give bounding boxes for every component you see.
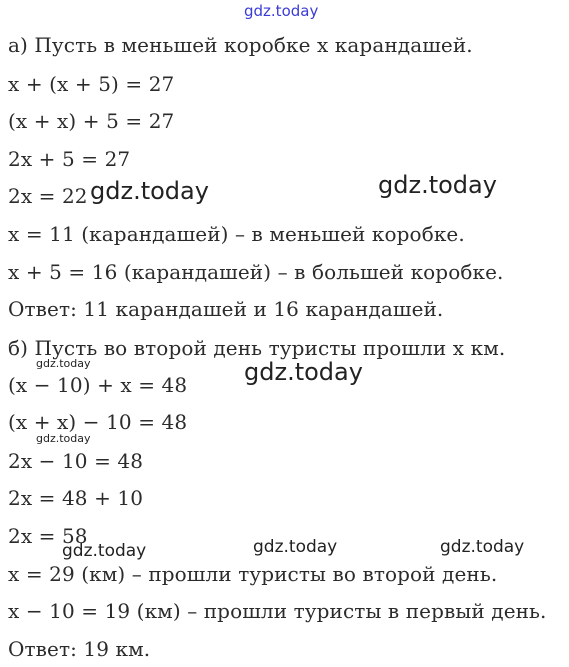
watermark: gdz.today [90,177,209,205]
watermark: gdz.today [36,432,91,445]
result-line: x + 5 = 16 (карандашей) – в большей коробке. [8,260,504,284]
answer-line: Ответ: 11 карандашей и 16 карандашей. [8,297,444,321]
equation-line: 2x − 10 = 48 [8,449,144,473]
result-line: x − 10 = 19 (км) – прошли туристы в первый день. [8,599,547,623]
watermark: gdz.today [253,537,338,557]
equation-line: (x − 10) + x = 48 [8,373,188,397]
equation-line: 2x + 5 = 27 [8,147,131,171]
result-line: x = 29 (км) – прошли туристы во второй день. [8,562,498,586]
watermark-top: gdz.today [244,2,319,20]
watermark: gdz.today [36,357,91,370]
answer-line: Ответ: 19 км. [8,637,151,661]
part-a-statement: а) Пусть в меньшей коробке x карандашей. [8,33,473,57]
watermark: gdz.today [378,171,497,199]
equation-line: x + (x + 5) = 27 [8,72,175,96]
equation-line: (x + x) + 5 = 27 [8,109,175,133]
watermark: gdz.today [440,537,525,557]
equation-line: (x + x) − 10 = 48 [8,410,188,434]
result-line: x = 11 (карандашей) – в меньшей коробке. [8,222,465,246]
equation-line: 2x = 58 [8,524,88,548]
watermark: gdz.today [62,541,147,561]
watermark: gdz.today [244,358,363,386]
part-b-statement: б) Пусть во второй день туристы прошли x км. [8,336,506,360]
equation-line: 2x = 22 [8,184,88,208]
equation-line: 2x = 48 + 10 [8,486,144,510]
